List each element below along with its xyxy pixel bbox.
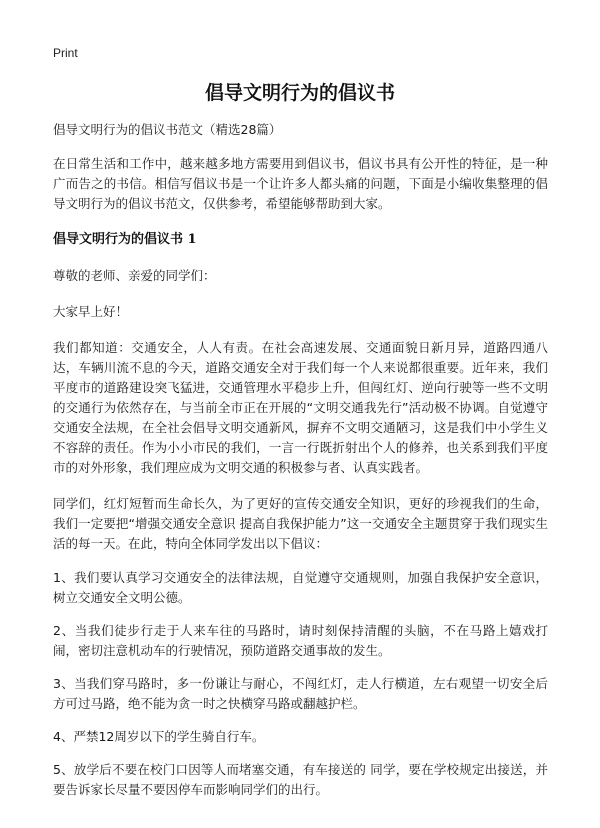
- proposal-item-2: 2、当我们徒步行走于人来车往的马路时，请时刻保持清醒的头脑，不在马路上嬉戏打闹，密切注意机动车的行驶情况，预防道路交通事故的发生。: [53, 623, 548, 658]
- document-subtitle: 倡导文明行为的倡议书范文（精选28篇）: [53, 122, 282, 137]
- section-heading: 倡导文明行为的倡议书 1: [53, 232, 197, 247]
- document-title: 倡导文明行为的倡议书: [204, 82, 395, 104]
- proposal-item-5: 5、放学后不要在校门口因等人而堵塞交通，有车接送的 同学，要在学校规定出接送，并要告诉家长尽量不要因停车而影响同学们的出行。: [53, 762, 548, 797]
- greeting-line: 大家早上好！: [53, 304, 129, 319]
- proposal-item-4: 4、严禁12周岁以下的学生骑自行车。: [53, 729, 265, 744]
- salutation: 尊敬的老师、亲爱的同学们：: [53, 268, 216, 283]
- body-paragraph-2: 同学们，红灯短暂而生命长久，为了更好的宣传交通安全知识，更好的珍视我们的生命，我们一定要把“增强交通安全意识 提高自我保护能力”这一交通安全主题贯穿于我们现实生活的每一天。在此，特向全体同学发出以下倡议：: [53, 496, 548, 551]
- print-link[interactable]: Print: [53, 46, 78, 60]
- intro-paragraph: 在日常生活和工作中，越来越多地方需要用到倡议书，倡议书具有公开性的特征，是一种广而告之的书信。相信写倡议书是一个让许多人都头痛的问题，下面是小编收集整理的倡导文明行为的倡议书范文，仅供参考，希望能够帮助到大家。: [53, 156, 548, 211]
- proposal-item-3: 3、当我们穿马路时，多一份谦让与耐心，不闯红灯，走人行横道，左右观望一切安全后方可过马路，绝不能为贪一时之快横穿马路或翻越护栏。: [53, 676, 548, 711]
- body-paragraph-1: 我们都知道：交通安全，人人有责。在社会高速发展、交通面貌日新月异，道路四通八达，车辆川流不息的今天，道路交通安全对于我们每一个人来说都很重要。近年来，我们平度市的道路建设突飞猛进，交通管理水平稳步上升，但闯红灯、逆向行驶等一些不文明的交通行为依然存在，与当前全市正在开展的“文明交通我先行”活动极不协调。自觉遵守交通安全法规，在全社会倡导文明交通新风，摒弃不文明交通陋习，这是我们中小学生义不容辞的责任。作为小小市民的我们，一言一行既折射出个人的修养，也关系到我们平度市的对外形象，我们理应成为文明交通的积极参与者、认真实践者。: [53, 340, 548, 475]
- proposal-item-1: 1、我们要认真学习交通安全的法律法规，自觉遵守交通规则，加强自我保护安全意识，树立交通安全文明公德。: [53, 570, 548, 605]
- proposal-list: [53, 568, 548, 800]
- document-body: [53, 120, 548, 813]
